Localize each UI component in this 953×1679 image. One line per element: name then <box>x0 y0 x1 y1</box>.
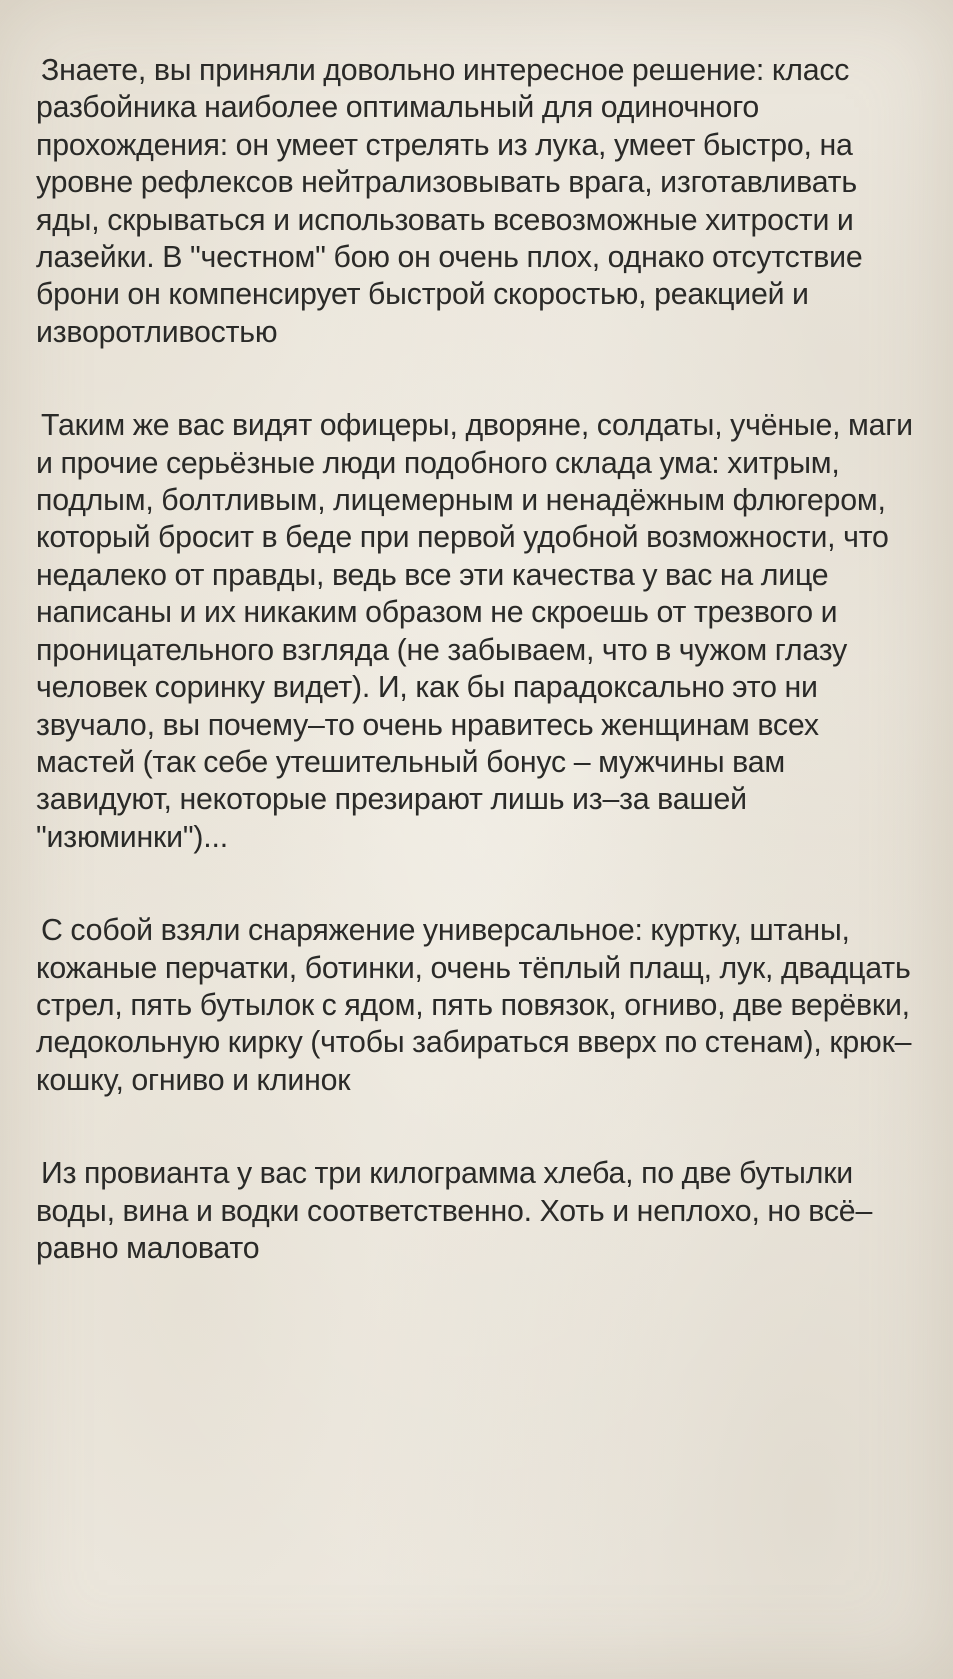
story-paragraph-reputation: Таким же вас видят офицеры, дворяне, солдаты, учёные, маги и прочие серьёзные люди подобного склада ума: хитрым, подлым, болтливым, лицемерным и ненадёжным флюгером, который бросит в беде при первой удобной возможности, что недалеко от правды, ведь все эти качества у вас на лице написаны и их никаким образом не скроешь от трезвого и проницательного взгляда (не забываем, что в чужом глазу человек соринку видет). И, как бы парадоксально это ни звучало, вы почему–то очень нравитесь женщинам всех мастей (так себе утешительный бонус – мужчины вам завидуют, некоторые презирают лишь из–за вашей "изюминки")... <box>36 409 913 854</box>
story-paragraph-equipment: С собой взяли снаряжение универсальное: куртку, штаны, кожаные перчатки, ботинки, очень тёплый плащ, лук, двадцать стрел, пять бутылок с ядом, пять повязок, огниво, две верёвки, ледокольную кирку (чтобы забираться вверх по стенам), крюк–кошку, огниво и клинок <box>36 914 912 1097</box>
story-paragraph-class-description: Знаете, вы приняли довольно интересное решение: класс разбойника наиболее оптимальный для одиночного прохождения: он умеет стрелять из лука, умеет быстро, на уровне рефлексов нейтрализовывать врага, изготавливать яды, скрываться и использовать всевозможные хитрости и лазейки. В "честном" бою он очень плох, однако отсутствие брони он компенсирует быстрой скоростью, реакцией и изворотливостью <box>36 54 863 349</box>
story-paragraph-provisions: Из провианта у вас три килограмма хлеба, по две бутылки воды, вина и водки соответственно. Хоть и неплохо, но всё–равно маловато <box>36 1157 873 1265</box>
story-text <box>36 52 916 1267</box>
